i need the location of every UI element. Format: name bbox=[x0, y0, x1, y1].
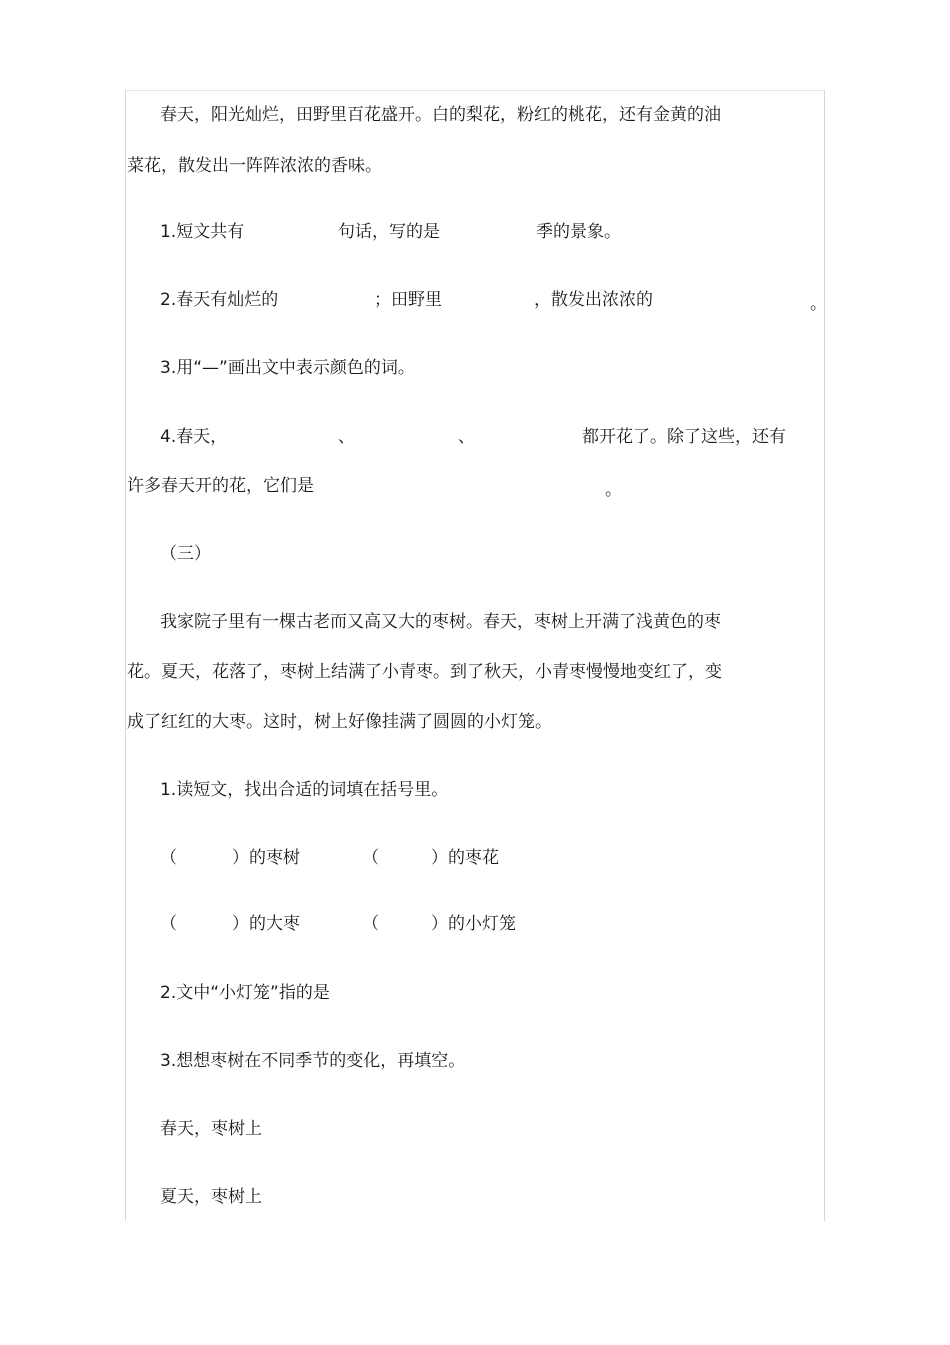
q2-4-part-e: 许多春天开的花，它们是 bbox=[127, 476, 314, 496]
q3-1-r2b-open: （ bbox=[362, 914, 379, 934]
q2-3-text: 3.用“—”画出文中表示颜色的词。 bbox=[160, 358, 415, 378]
q3-1-r2a-open: （ bbox=[160, 914, 177, 934]
q2-4-part-f: 。 bbox=[605, 480, 622, 500]
q2-2-part-b: ；田野里 bbox=[374, 290, 442, 310]
q2-2-part-a: 2.春天有灿烂的 bbox=[160, 290, 279, 310]
q2-1-part-a: 1.短文共有 bbox=[160, 222, 245, 242]
q2-4-sep-1: 、 bbox=[338, 427, 355, 447]
section3-line-2: 花。夏天，花落了，枣树上结满了小青枣。到了秋天，小青枣慢慢地变红了，变 bbox=[127, 662, 722, 682]
q2-2-part-c: ，散发出浓浓的 bbox=[534, 290, 653, 310]
q3-1-r2b-close: ）的小灯笼 bbox=[431, 914, 516, 934]
q2-1-part-c: 季的景象。 bbox=[536, 222, 621, 242]
q3-1-r1a-open: （ bbox=[160, 848, 177, 868]
passage2-line-2: 菜花，散发出一阵阵浓浓的香味。 bbox=[127, 156, 382, 176]
q2-4-part-a: 4.春天， bbox=[160, 427, 228, 447]
section3-heading: （三） bbox=[160, 544, 211, 564]
q2-4-part-d: 都开花了。除了这些，还有 bbox=[582, 427, 786, 447]
q3-2-text: 2.文中“小灯笼”指的是 bbox=[160, 983, 330, 1003]
q3-3-text: 3.想想枣树在不同季节的变化，再填空。 bbox=[160, 1051, 466, 1071]
section3-line-1: 我家院子里有一棵古老而又高又大的枣树。春天，枣树上开满了浅黄色的枣 bbox=[160, 612, 721, 632]
q3-1-r1a-close: ）的枣树 bbox=[232, 848, 300, 868]
passage2-line-1: 春天，阳光灿烂，田野里百花盛开。白的梨花，粉红的桃花，还有金黄的油 bbox=[160, 105, 721, 125]
section3-line-3: 成了红红的大枣。这时，树上好像挂满了圆圆的小灯笼。 bbox=[127, 712, 552, 732]
q3-1-r1b-open: （ bbox=[362, 848, 379, 868]
q2-2-part-d: 。 bbox=[810, 294, 827, 314]
q3-1-r1b-close: ）的枣花 bbox=[431, 848, 499, 868]
q3-1-r2a-close: ）的大枣 bbox=[232, 914, 300, 934]
q3-3-spring: 春天，枣树上 bbox=[160, 1119, 262, 1139]
q2-1-part-b: 句话，写的是 bbox=[338, 222, 440, 242]
q3-3-summer: 夏天，枣树上 bbox=[160, 1187, 262, 1207]
q2-4-sep-2: 、 bbox=[458, 427, 475, 447]
q3-1-text: 1.读短文，找出合适的词填在括号里。 bbox=[160, 780, 449, 800]
